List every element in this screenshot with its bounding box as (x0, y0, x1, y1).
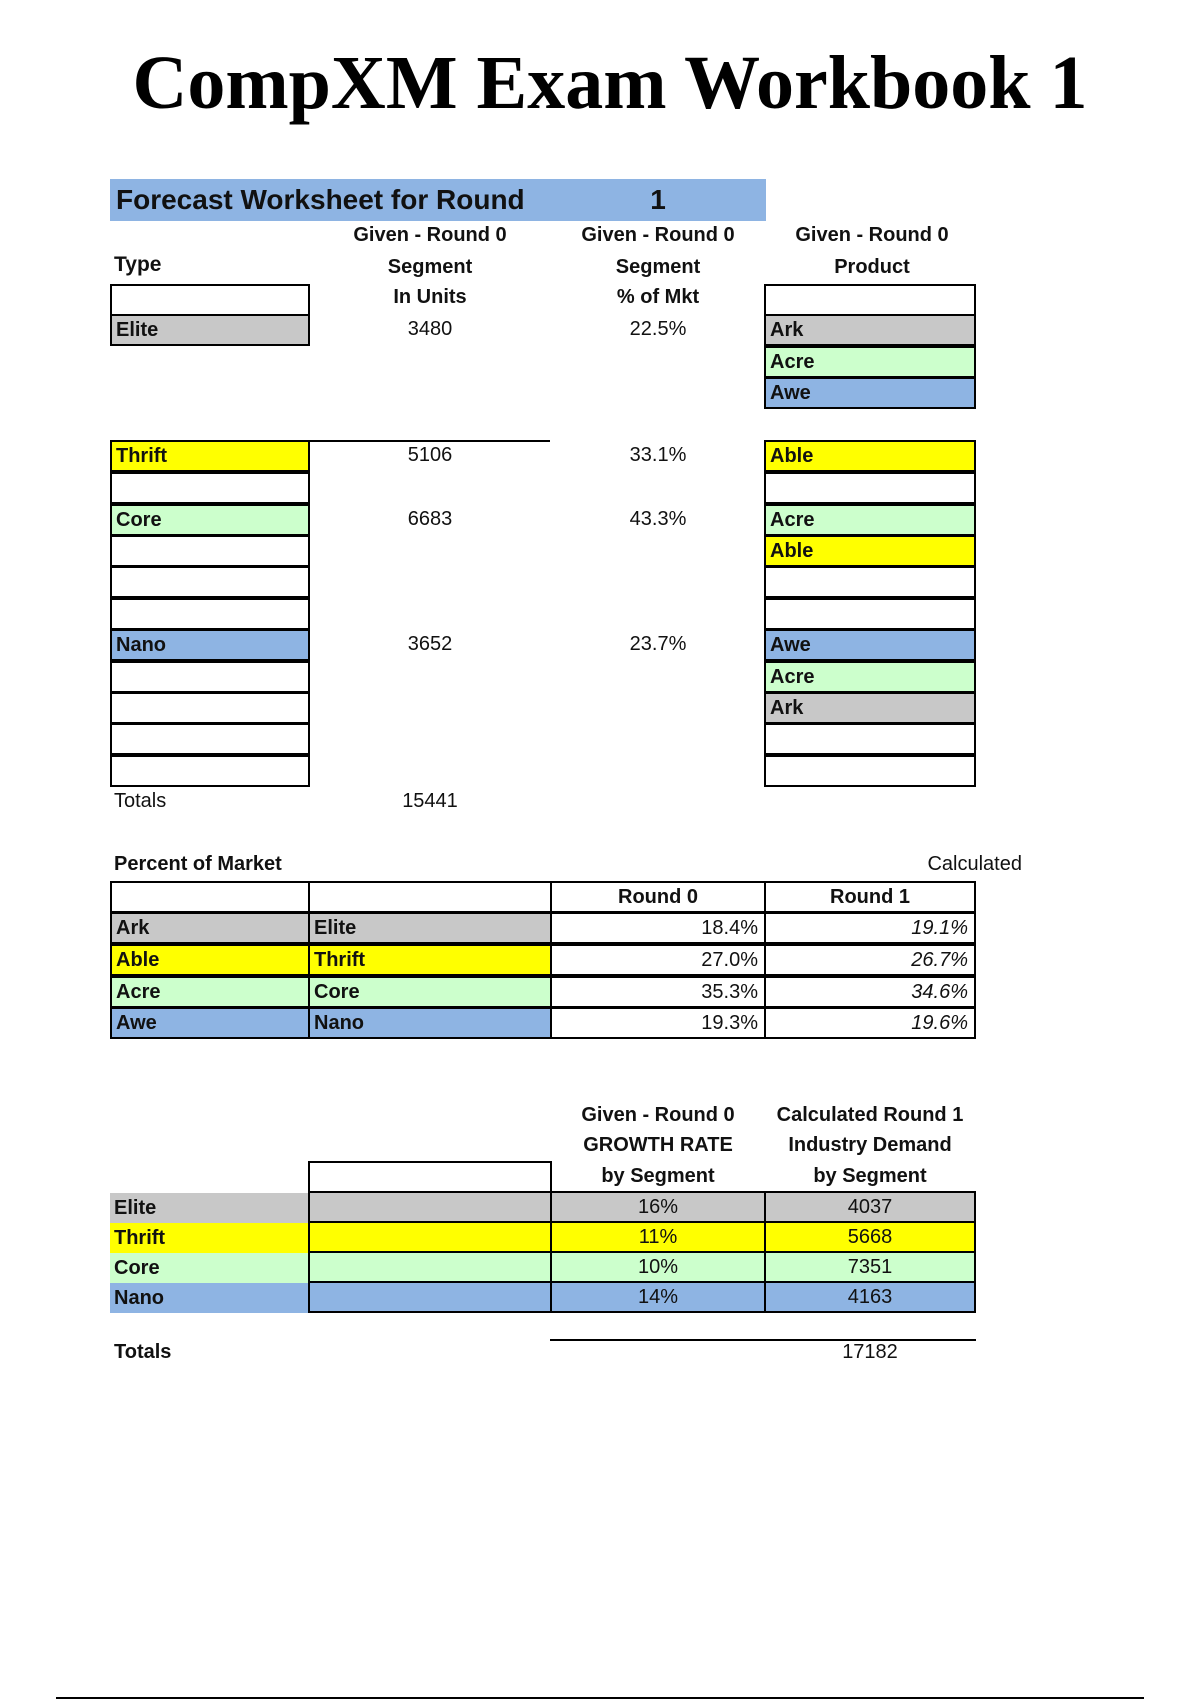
nano-pct: 23.7% (629, 633, 687, 655)
type-cell-elite[interactable]: Elite (110, 314, 310, 346)
product-cell-ark[interactable]: Ark (764, 314, 976, 346)
demand-nano: 4163 (764, 1281, 976, 1313)
growth-totals-demand: 17182 (842, 1341, 898, 1363)
pom-round1-able: 26.7% (764, 944, 976, 976)
product-cell-empty[interactable] (764, 723, 976, 755)
type-cell-empty[interactable] (110, 692, 310, 724)
product-cell-awe[interactable]: Awe (764, 377, 976, 409)
growth-header-line2: GROWTH RATE (583, 1134, 733, 1156)
pom-round0-able: 27.0% (550, 944, 766, 976)
product-cell-empty[interactable] (764, 284, 976, 316)
growth-blank-nano[interactable] (308, 1281, 552, 1313)
pom-product-acre[interactable]: Acre (110, 976, 310, 1008)
growth-header-line3: by Segment (601, 1165, 715, 1187)
pom-round0-acre: 35.3% (550, 976, 766, 1008)
pom-segment-core[interactable]: Core (308, 976, 552, 1008)
thrift-units: 5106 (407, 444, 453, 466)
type-cell-empty[interactable] (110, 535, 310, 567)
demand-core: 7351 (764, 1251, 976, 1283)
product-cell-empty[interactable] (764, 566, 976, 598)
product-cell-acre[interactable]: Acre (764, 346, 976, 378)
pct-header-line3: % of Mkt (616, 286, 700, 308)
pom-round0-awe: 19.3% (550, 1007, 766, 1039)
product-header-line2: Product (834, 256, 910, 278)
growth-segment-elite: Elite (114, 1197, 157, 1219)
demand-header-line1: Calculated Round 1 (776, 1104, 964, 1126)
growth-header-line1: Given - Round 0 (581, 1104, 735, 1126)
pom-header-round0: Round 0 (550, 881, 766, 913)
product-cell-empty[interactable] (764, 755, 976, 787)
nano-units: 3652 (407, 633, 453, 655)
product-cell-acre[interactable]: Acre (764, 661, 976, 693)
percent-of-market-title: Percent of Market (114, 853, 282, 875)
type-cell-empty[interactable] (110, 472, 310, 504)
growth-segment-nano: Nano (114, 1287, 164, 1309)
pom-round1-awe: 19.6% (764, 1007, 976, 1039)
type-cell-empty[interactable] (110, 284, 310, 316)
growth-rate-core[interactable]: 10% (550, 1251, 766, 1283)
type-header: Type (114, 253, 162, 276)
product-cell-empty[interactable] (764, 598, 976, 630)
thrift-pct: 33.1% (629, 444, 687, 466)
growth-header-empty (308, 1161, 552, 1193)
calculated-label: Calculated (927, 853, 1022, 875)
product-cell-acre[interactable]: Acre (764, 504, 976, 536)
demand-elite: 4037 (764, 1191, 976, 1223)
forecast-banner-label: Forecast Worksheet for Round (116, 184, 525, 215)
page-title: CompXM Exam Workbook 1 (132, 41, 1088, 125)
type-cell-core[interactable]: Core (110, 504, 310, 536)
type-cell-empty[interactable] (110, 566, 310, 598)
pom-segment-thrift[interactable]: Thrift (308, 944, 552, 976)
pom-header-empty (308, 881, 552, 913)
growth-rate-thrift[interactable]: 11% (550, 1221, 766, 1253)
type-cell-empty[interactable] (110, 598, 310, 630)
growth-totals-label: Totals (114, 1341, 172, 1363)
pct-header-line2: Segment (615, 256, 701, 278)
forecast-totals-units: 15441 (402, 790, 458, 812)
pom-round0-ark: 18.4% (550, 912, 766, 944)
core-pct: 43.3% (629, 508, 687, 530)
units-header-line3: In Units (393, 286, 467, 308)
product-cell-empty[interactable] (764, 472, 976, 504)
type-cell-nano[interactable]: Nano (110, 629, 310, 661)
growth-segment-core: Core (114, 1257, 160, 1279)
demand-header-line2: Industry Demand (788, 1134, 952, 1156)
growth-rate-elite[interactable]: 16% (550, 1191, 766, 1223)
pom-segment-elite[interactable]: Elite (308, 912, 552, 944)
pom-product-awe[interactable]: Awe (110, 1007, 310, 1039)
type-cell-thrift[interactable]: Thrift (110, 440, 310, 472)
pct-header-line1: Given - Round 0 (581, 224, 735, 246)
product-cell-awe[interactable]: Awe (764, 629, 976, 661)
core-units: 6683 (407, 508, 453, 530)
pom-round1-ark: 19.1% (764, 912, 976, 944)
pom-product-ark[interactable]: Ark (110, 912, 310, 944)
bottom-rule (56, 1697, 1144, 1699)
pom-round1-acre: 34.6% (764, 976, 976, 1008)
growth-segment-thrift: Thrift (114, 1227, 166, 1249)
pom-header-empty (110, 881, 310, 913)
units-header-line2: Segment (387, 256, 473, 278)
product-cell-able[interactable]: Able (764, 535, 976, 567)
product-cell-ark[interactable]: Ark (764, 692, 976, 724)
forecast-totals-label: Totals (114, 790, 167, 812)
pom-product-able[interactable]: Able (110, 944, 310, 976)
elite-units: 3480 (407, 318, 453, 340)
type-cell-empty[interactable] (110, 755, 310, 787)
pom-header-round1: Round 1 (764, 881, 976, 913)
growth-rate-nano[interactable]: 14% (550, 1281, 766, 1313)
demand-thrift: 5668 (764, 1221, 976, 1253)
pom-segment-nano[interactable]: Nano (308, 1007, 552, 1039)
growth-blank-elite[interactable] (308, 1191, 552, 1223)
forecast-round-number: 1 (650, 184, 666, 215)
product-header-line1: Given - Round 0 (795, 224, 949, 246)
demand-header-line3: by Segment (813, 1165, 927, 1187)
growth-blank-core[interactable] (308, 1251, 552, 1283)
type-cell-empty[interactable] (110, 661, 310, 693)
units-header-line1: Given - Round 0 (353, 224, 507, 246)
type-cell-empty[interactable] (110, 723, 310, 755)
product-cell-able[interactable]: Able (764, 440, 976, 472)
elite-pct: 22.5% (629, 318, 687, 340)
growth-blank-thrift[interactable] (308, 1221, 552, 1253)
